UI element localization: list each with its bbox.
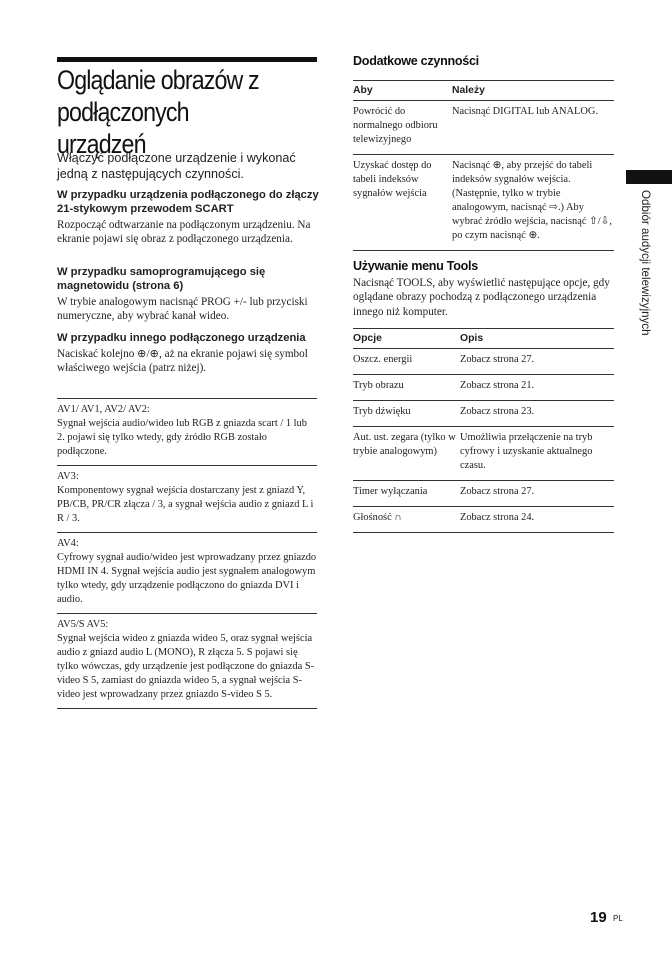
title-rule <box>57 57 317 62</box>
extra-table <box>353 80 614 251</box>
table-header <box>353 81 614 101</box>
table-row <box>353 375 614 401</box>
table-row <box>353 481 614 507</box>
list-item <box>57 533 317 614</box>
column-header: Aby <box>353 81 452 101</box>
section-body: Rozpocząć odtwarzanie na podłączonym urządzeniu. Na ekranie pojawi się obraz z podłączonego urządzenia. <box>57 219 311 246</box>
table-cell: Powrócić do normalnego odbioru telewizyjnego <box>353 101 452 155</box>
table-header <box>353 329 614 349</box>
table-cell: Głośność ∩ <box>353 507 460 533</box>
column-header: Należy <box>452 81 614 101</box>
side-tab-marker <box>626 170 672 184</box>
list-item <box>57 614 317 709</box>
table-cell: Zobacz strona 27. <box>460 349 614 375</box>
table-row <box>353 427 614 481</box>
table-cell: Zobacz strona 23. <box>460 401 614 427</box>
tools-body: Nacisnąć TOOLS, aby wyświetlić następujące opcje, gdy oglądane obrazy pochodzą z podłączonego urządzenia innego niż komputer. <box>353 277 610 318</box>
input-label: AV1/ AV1, AV2/ AV2: <box>57 404 150 415</box>
page-number: 19 <box>590 909 607 926</box>
input-text: Cyfrowy sygnał audio/wideo jest wprowadzany przez gniazdo HDMI IN 4. Sygnał wejścia audio jest sygnałem analogowym tylko wtedy, gdy urządzenie podłączono do gniazda DVI i audio. <box>57 552 317 605</box>
section-vcr <box>57 265 319 324</box>
table-cell: Aut. ust. zegara (tylko w trybie analogowym) <box>353 427 460 481</box>
tools-heading: Używanie menu Tools <box>353 259 478 273</box>
table-cell: Uzyskać dostęp do tabeli indeksów sygnałów wejścia <box>353 155 452 251</box>
input-text: Sygnał wejścia wideo z gniazda wideo 5, oraz sygnał wejścia audio z gniazd audio L (MONO), R złącza 5. S pojawi się tylko wówczas, gdy urządzenie jest podłączone do gniazda S-video S 5, zamiast do gniazda wideo 5, a sygnał wejścia S-video jest wprowadzany przez gniazdo S-video S 5. <box>57 633 315 700</box>
table-cell: Zobacz strona 21. <box>460 375 614 401</box>
table-row <box>353 349 614 375</box>
table-cell: Nacisnąć ⊕, aby przejść do tabeli indeksów sygnałów wejścia. (Następnie, tylko w trybie analogowym, nacisnąć ⇨.) Aby wybrać źródło wejścia, nacisnąć ⇧/⇩, po czym nacisnąć ⊕. <box>452 155 614 251</box>
section-body: Naciskać kolejno ⊕/⊕, aż na ekranie pojawi się symbol właściwego wejścia (patrz niżej). <box>57 348 308 375</box>
input-list <box>57 398 317 709</box>
page-language: PL <box>613 914 623 923</box>
side-label: Odbiór audycji telewizyjnych <box>639 190 652 336</box>
page-title: Oglądanie obrazów z podłączonych urządzeń <box>57 65 259 159</box>
table-cell: Tryb dźwięku <box>353 401 460 427</box>
table-cell: Umożliwia przełączenie na tryb cyfrowy i uzyskanie aktualnego czasu. <box>460 427 614 481</box>
input-label: AV3: <box>57 471 79 482</box>
list-item <box>57 466 317 533</box>
section-heading: W przypadku samoprogramującego się magnetowidu (strona 6) <box>57 266 266 292</box>
table-cell: Nacisnąć DIGITAL lub ANALOG. <box>452 101 614 155</box>
column-header: Opcje <box>353 329 460 349</box>
table-row <box>353 101 614 155</box>
table-cell: Zobacz strona 27. <box>460 481 614 507</box>
list-item <box>57 399 317 466</box>
table-row <box>353 507 614 533</box>
input-label: AV4: <box>57 538 79 549</box>
input-label: AV5/S AV5: <box>57 619 109 630</box>
table-row <box>353 155 614 251</box>
extra-heading: Dodatkowe czynności <box>353 54 479 68</box>
section-heading: W przypadku innego podłączonego urządzenia <box>57 332 306 344</box>
section-other <box>57 331 319 376</box>
section-scart <box>57 188 319 247</box>
table-cell: Oszcz. energii <box>353 349 460 375</box>
column-header: Opis <box>460 329 614 349</box>
intro-text: Włączyć podłączone urządzenie i wykonać jedną z następujących czynności. <box>57 151 296 181</box>
section-body: W trybie analogowym nacisnąć PROG +/- lub przyciski numeryczne, aby wybrać kanał wideo. <box>57 296 308 323</box>
table-cell: Timer wyłączania <box>353 481 460 507</box>
table-row <box>353 401 614 427</box>
input-text: Sygnał wejścia audio/wideo lub RGB z gniazda scart / 1 lub 2. pojawi się tylko wtedy, gdy źródło RGB zostało podłączone. <box>57 418 307 457</box>
section-heading: W przypadku urządzenia podłączonego do złączy 21-stykowym przewodem SCART <box>57 189 319 215</box>
input-text: Komponentowy sygnał wejścia dostarczany jest z gniazd Y, PB/CB, PR/CR złącza / 3, a sygnał wejścia audio z gniazd L i R / 3. <box>57 485 314 524</box>
table-cell: Zobacz strona 24. <box>460 507 614 533</box>
tools-table <box>353 328 614 533</box>
table-cell: Tryb obrazu <box>353 375 460 401</box>
